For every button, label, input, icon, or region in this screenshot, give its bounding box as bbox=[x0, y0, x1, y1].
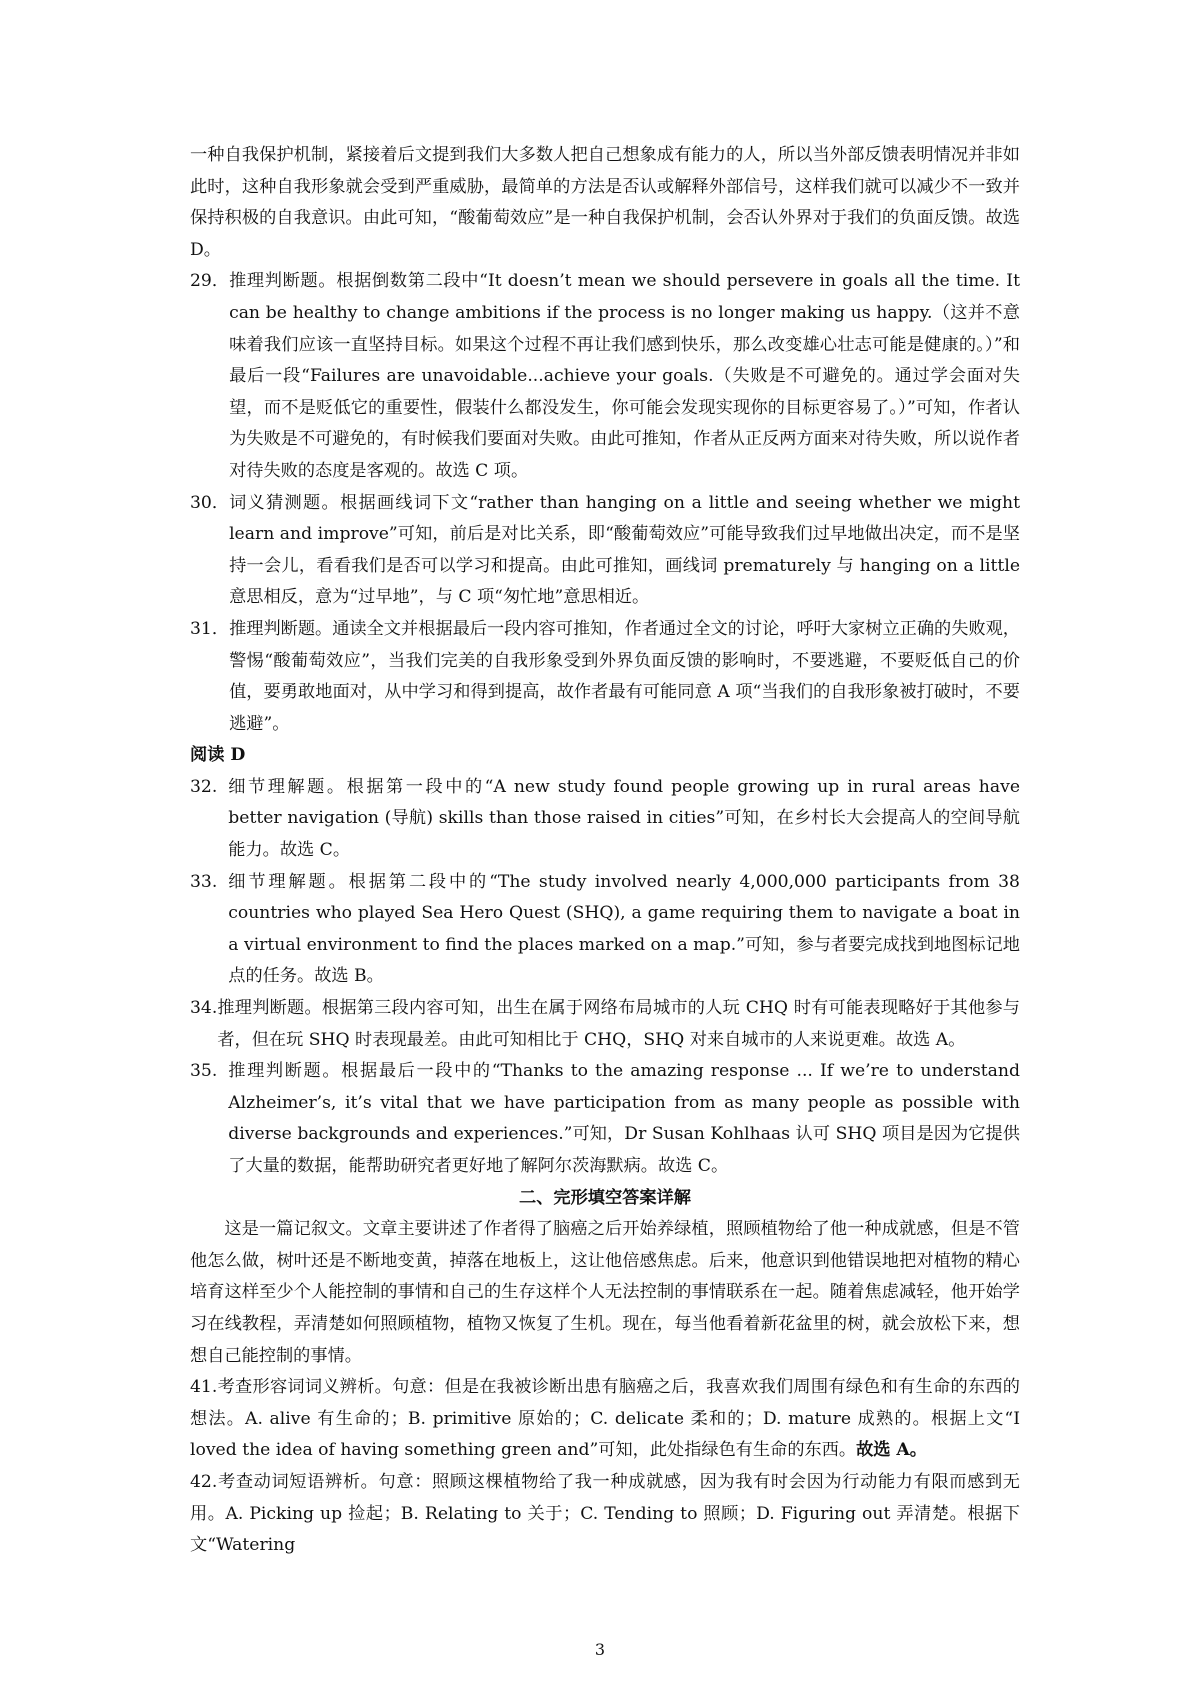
item-text: 推理判断题。根据倒数第二段中“It doesn’t mean we should persevere in goals all the time. It can be healthy to change ambitions if the process is no longer making us happy.（这并不意味着我们应该一直坚持目标。如果这个过程不再让我们感到快乐，那么改变雄心壮志可能是健康的。）”和最后一段“Failures are unavoidable...achieve your goals.（失败是不可避免的。通过学会面对失望，而不是贬低它的重要性，假装什么都没发生，你可能会发现实现你的目标更容易了。）”可知，作者认为失败是不可避免的，有时候我们要面对失败。由此可推知，作者从正反两方面来对待失败，所以说作者对待失败的态度是客观的。故选 C 项。 bbox=[229, 271, 1020, 481]
answer-item-35 bbox=[190, 1056, 1020, 1182]
answer-item-42 bbox=[190, 1467, 1020, 1562]
page-number: 3 bbox=[594, 1640, 606, 1659]
item-text: 细节理解题。根据第二段中的“The study involved nearly 4,000,000 participants from 38 countries who played Sea Hero Quest (SHQ), a game requiring them to navigate a boat in a virtual environment to find the places marked on a map.”可知，参与者要完成找到地图标记地点的任务。故选 B。 bbox=[228, 871, 1020, 987]
item-number: 35. bbox=[190, 1061, 229, 1082]
answer-item-41 bbox=[190, 1372, 1020, 1467]
item-text: 推理判断题。根据第三段内容可知，出生在属于网络布局城市的人玩 CHQ 时有可能表现略好于其他参与者，但在玩 SHQ 时表现最差。由此可知相比于 CHQ，SHQ 对来自城市的人来说更难。故选 A。 bbox=[217, 998, 1020, 1050]
reading-d-heading: 阅读 D bbox=[190, 745, 246, 766]
answer-item-29 bbox=[190, 266, 1020, 487]
item-text: 41.考查形容词词义辨析。句意：但是在我被诊断出患有脑癌之后，我喜欢我们周围有绿色和有生命的东西的想法。A. alive 有生命的；B. primitive 原始的；C. delicate 柔和的；D. mature 成熟的。根据上文“I loved the idea of having something green and”可知，此处指绿色有生命的东西。 bbox=[190, 1377, 1020, 1461]
answer-item-30 bbox=[190, 488, 1020, 614]
item-number: 30． bbox=[190, 492, 230, 513]
item-number: 31． bbox=[190, 618, 230, 639]
item-text: 推理判断题。通读全文并根据最后一段内容可推知，作者通过全文的讨论，呼吁大家树立正确的失败观，警惕“酸葡萄效应”，当我们完美的自我形象受到外界负面反馈的影响时，不要逃避，不要贬低自己的价值，要勇敢地面对，从中学习和得到提高，故作者最有可能同意 A 项“当我们的自我形象被打破时，不要逃避”。 bbox=[229, 618, 1020, 734]
continuation-paragraph: 一种自我保护机制，紧接着后文提到我们大多数人把自己想象成有能力的人，所以当外部反馈表明情况并非如此时，这种自我形象就会受到严重威胁，最简单的方法是否认或解释外部信号，这样我们就可以减少不一致并保持积极的自我意识。由此可知，“酸葡萄效应”是一种自我保护机制，会否认外界对于我们的负面反馈。故选 D。 bbox=[190, 145, 1020, 260]
item-number: 33. bbox=[190, 871, 229, 892]
item-number: 32. bbox=[190, 776, 229, 797]
answer-choice: 故选 A。 bbox=[856, 1440, 927, 1461]
answer-item-33 bbox=[190, 867, 1020, 993]
item-number: 29． bbox=[190, 271, 230, 292]
item-text: 细节理解题。根据第一段中的“A new study found people growing up in rural areas have better navigation (导航) skills than those raised in cities”可知，在乡村长大会提高人的空间导航能力。故选 C。 bbox=[228, 776, 1020, 861]
answer-item-32 bbox=[190, 772, 1020, 867]
answer-item-31 bbox=[190, 614, 1020, 740]
cloze-intro: 这是一篇记叙文。文章主要讲述了作者得了脑癌之后开始养绿植，照顾植物给了他一种成就感，但是不管他怎么做，树叶还是不断地变黄，掉落在地板上，这让他倍感焦虑。后来，他意识到他错误地把对植物的精心培育这样至少个人能控制的事情和自己的生存这样个人无法控制的事情联系在一起。随着焦虑减轻，他开始学习在线教程，弄清楚如何照顾植物，植物又恢复了生机。现在，每当他看着新花盆里的树，就会放松下来，想想自己能控制的事情。 bbox=[190, 1219, 1020, 1366]
item-text: 推理判断题。根据最后一段中的“Thanks to the amazing response ... If we’re to understand Alzheimer’s, it’s vital that we have participation from as many people as possible with diverse backgrounds and experiences.”可知，Dr Susan Kohlhaas 认可 SHQ 项目是因为它提供了大量的数据，能帮助研究者更好地了解阿尔茨海默病。故选 C。 bbox=[228, 1061, 1020, 1176]
document-body bbox=[190, 140, 1020, 1562]
item-number: 34. bbox=[190, 998, 218, 1019]
answer-item-34 bbox=[190, 993, 1020, 1056]
section-title: 二、完形填空答案详解 bbox=[519, 1187, 691, 1208]
item-text: 42.考查动词短语辨析。句意：照顾这棵植物给了我一种成就感，因为我有时会因为行动能力有限而感到无用。A. Picking up 捡起；B. Relating to 关于；C. Tending to 照顾；D. Figuring out 弄清楚。根据下文“Watering bbox=[190, 1471, 1020, 1556]
item-text: 词义猜测题。根据画线词下文“rather than hanging on a little and seeing whether we might learn and improve”可知，前后是对比关系，即“酸葡萄效应”可能导致我们过早地做出决定，而不是坚持一会儿，看看我们是否可以学习和提高。由此可推知，画线词 prematurely 与 hanging on a little 意思相反，意为“过早地”，与 C 项“匆忙地”意思相近。 bbox=[229, 492, 1020, 608]
